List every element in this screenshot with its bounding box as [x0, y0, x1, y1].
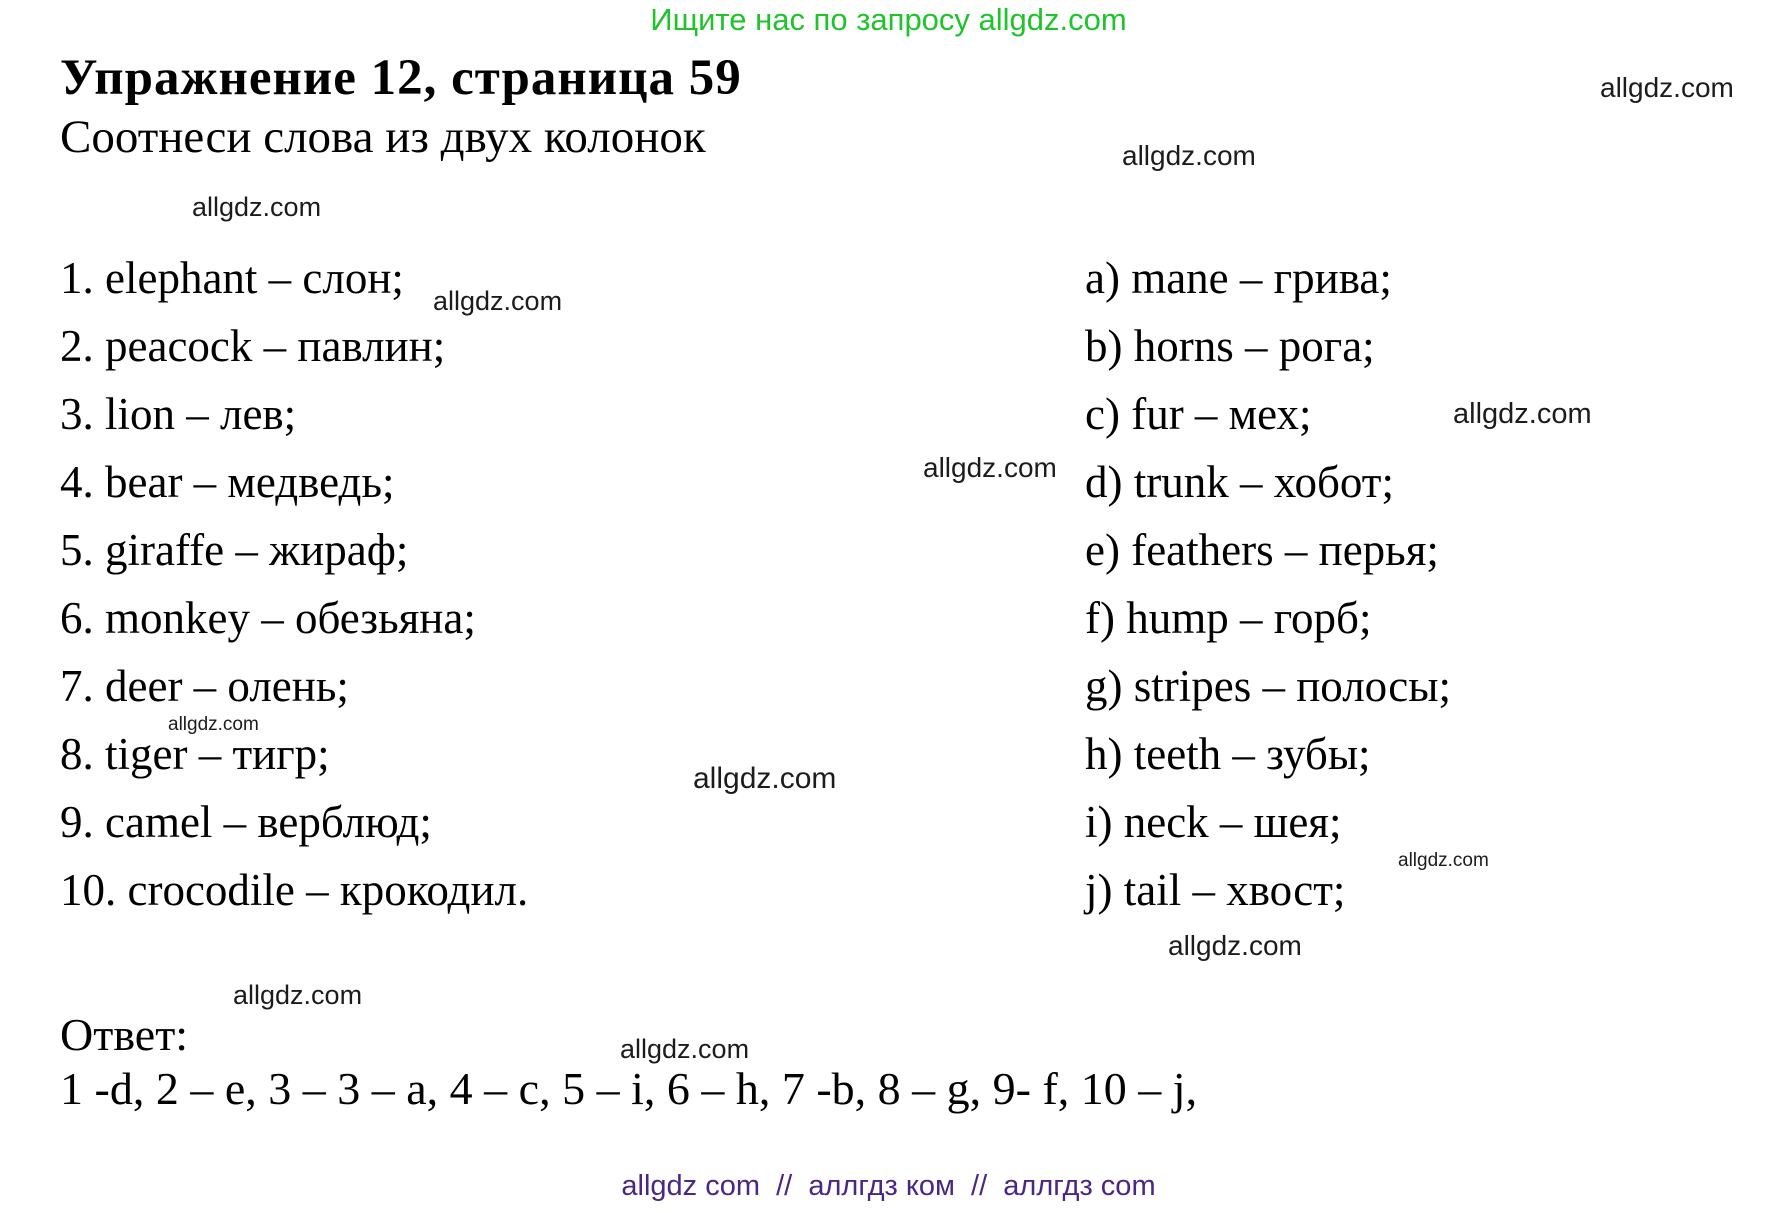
list-item: 6. monkey – обезьяна; [60, 593, 476, 643]
answer-label: Ответ: [60, 1009, 189, 1060]
watermark: allgdz.com [1453, 398, 1592, 430]
task-instruction: Соотнеси слова из двух колонок [60, 111, 706, 163]
watermark: allgdz.com [923, 452, 1057, 483]
list-item: 3. lion – лев; [60, 389, 297, 439]
list-item: f) hump – горб; [1085, 593, 1372, 643]
footer-watermark: allgdz com // аллгдз ком // аллгдз com [621, 1170, 1156, 1202]
list-item: i) neck – шея; [1085, 797, 1342, 847]
list-item: 5. giraffe – жираф; [60, 525, 409, 575]
watermark: allgdz.com [1398, 850, 1489, 871]
list-item: 2. peacock – павлин; [60, 321, 446, 371]
watermark: allgdz.com [1600, 72, 1734, 103]
watermark: allgdz.com [233, 980, 363, 1010]
list-item: 10. crocodile – крокодил. [60, 865, 529, 915]
list-item: d) trunk – хобот; [1085, 457, 1394, 507]
list-item: 1. elephant – слон; [60, 253, 404, 303]
list-item: c) fur – мех; [1085, 389, 1312, 439]
list-item: 8. tiger – тигр; [60, 729, 330, 779]
list-item: 9. camel – верблюд; [60, 797, 432, 847]
watermark: allgdz.com [693, 762, 837, 795]
watermark: allgdz.com [192, 192, 322, 222]
list-item: a) mane – грива; [1085, 253, 1392, 303]
list-item: j) tail – хвост; [1085, 865, 1346, 915]
watermark: allgdz.com [433, 286, 563, 316]
watermark: allgdz.com [1122, 140, 1256, 171]
watermark: allgdz.com [168, 714, 259, 735]
watermark: allgdz.com [1168, 930, 1302, 961]
list-item: 7. deer – олень; [60, 661, 349, 711]
animals-list [60, 244, 528, 924]
list-item: g) stripes – полосы; [1085, 661, 1451, 711]
list-item: b) horns – рога; [1085, 321, 1375, 371]
watermark: allgdz.com [620, 1034, 750, 1064]
promo-banner: Ищите нас по запросу allgdz.com [650, 2, 1127, 37]
exercise-title: Упражнение 12, страница 59 [60, 50, 742, 106]
list-item: h) teeth – зубы; [1085, 729, 1371, 779]
body-parts-list [1085, 244, 1451, 924]
list-item: 4. bear – медведь; [60, 457, 395, 507]
list-item: e) feathers – перья; [1085, 525, 1439, 575]
answer-text: 1 -d, 2 – e, 3 – 3 – a, 4 – c, 5 – i, 6 – h, 7 -b, 8 – g, 9- f, 10 – j, [60, 1063, 1198, 1114]
